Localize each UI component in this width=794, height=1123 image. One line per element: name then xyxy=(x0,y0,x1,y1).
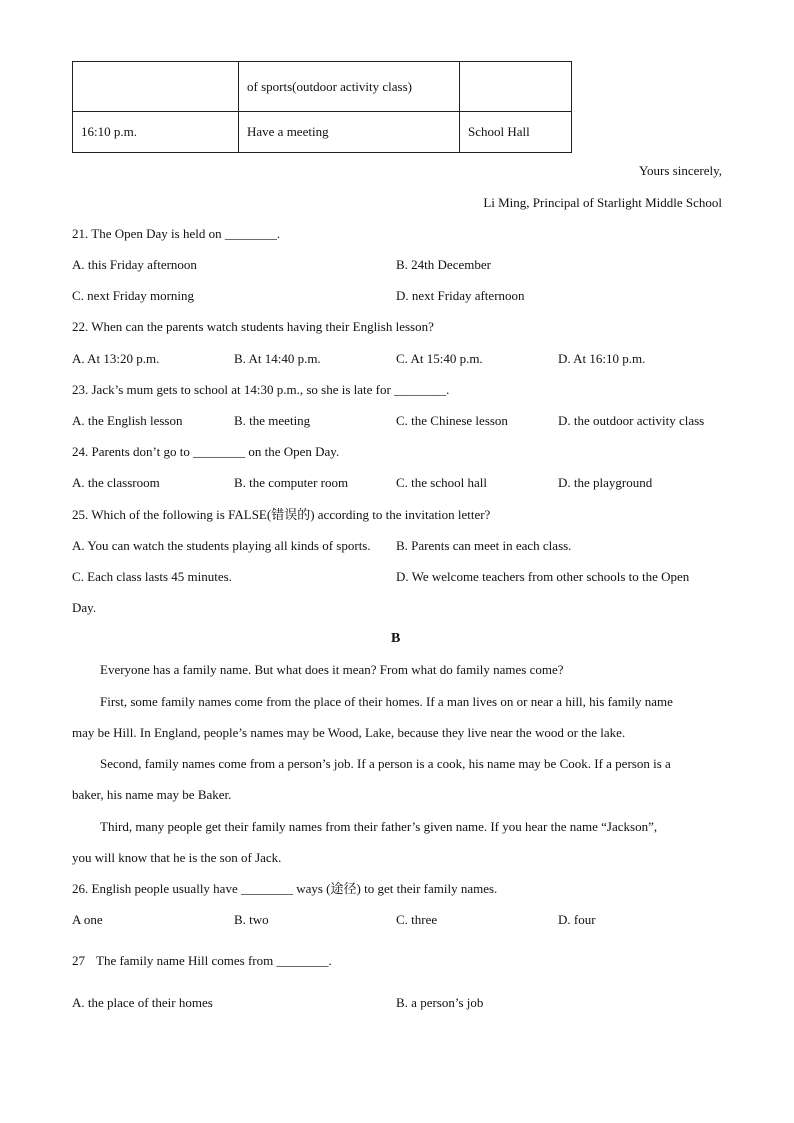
table-row xyxy=(73,112,572,153)
table-row xyxy=(73,62,572,112)
option-26-d: D. four xyxy=(558,912,596,927)
passage-paragraph: baker, his name may be Baker. xyxy=(72,787,232,802)
table-cell xyxy=(73,62,239,112)
option-23-a: A. the English lesson xyxy=(72,413,183,428)
passage-paragraph: Everyone has a family name. But what does it mean? From what do family names come? xyxy=(100,662,564,677)
schedule-table xyxy=(72,61,572,153)
question-27-number: 27 xyxy=(72,953,85,968)
option-21-a: A. this Friday afternoon xyxy=(72,257,197,272)
option-26-b: B. two xyxy=(234,912,269,927)
passage-paragraph: you will know that he is the son of Jack. xyxy=(72,850,282,865)
option-25-d: D. We welcome teachers from other schools to the Open xyxy=(396,569,690,584)
section-heading: B xyxy=(391,631,401,646)
option-23-c: C. the Chinese lesson xyxy=(396,413,508,428)
passage-paragraph: First, some family names come from the place of their homes. If a man lives on or near a hill, his family name xyxy=(100,694,673,709)
option-25-d-continued: Day. xyxy=(72,600,97,615)
option-24-d: D. the playground xyxy=(558,475,653,490)
option-24-c: C. the school hall xyxy=(396,475,487,490)
option-26-c: C. three xyxy=(396,912,438,927)
option-21-c: C. next Friday morning xyxy=(72,288,195,303)
option-22-c: C. At 15:40 p.m. xyxy=(396,351,483,366)
letter-signature: Li Ming, Principal of Starlight Middle School xyxy=(483,195,722,210)
option-27-b: B. a person’s job xyxy=(396,995,484,1010)
question-23-stem: 23. Jack’s mum gets to school at 14:30 p.m., so she is late for ________. xyxy=(72,382,450,397)
option-26-a: A one xyxy=(72,912,103,927)
passage-paragraph: Second, family names come from a person’s job. If a person is a cook, his name may be Cook. If a person is a xyxy=(100,756,671,771)
option-25-a: A. You can watch the students playing all kinds of sports. xyxy=(72,538,371,553)
option-22-d: D. At 16:10 p.m. xyxy=(558,351,646,366)
option-23-b: B. the meeting xyxy=(234,413,311,428)
letter-closing: Yours sincerely, xyxy=(638,163,722,178)
option-27-a: A. the place of their homes xyxy=(72,995,213,1010)
table-cell: Have a meeting xyxy=(239,112,460,153)
passage-paragraph: may be Hill. In England, people’s names may be Wood, Lake, because they live near the wood or the lake. xyxy=(72,725,626,740)
option-23-d: D. the outdoor activity class xyxy=(558,413,705,428)
option-22-b: B. At 14:40 p.m. xyxy=(234,351,321,366)
table-cell: School Hall xyxy=(460,112,572,153)
option-25-b: B. Parents can meet in each class. xyxy=(396,538,572,553)
question-27-stem: The family name Hill comes from ________. xyxy=(96,953,332,968)
question-22-stem: 22. When can the parents watch students having their English lesson? xyxy=(72,319,434,334)
option-24-b: B. the computer room xyxy=(234,475,349,490)
option-25-c: C. Each class lasts 45 minutes. xyxy=(72,569,232,584)
table-cell xyxy=(460,62,572,112)
passage-paragraph: Third, many people get their family names from their father’s given name. If you hear the name “Jackson”, xyxy=(100,819,658,834)
option-21-d: D. next Friday afternoon xyxy=(396,288,525,303)
option-24-a: A. the classroom xyxy=(72,475,160,490)
question-21-stem: 21. The Open Day is held on ________. xyxy=(72,226,281,241)
option-21-b: B. 24th December xyxy=(396,257,491,272)
question-24-stem: 24. Parents don’t go to ________ on the Open Day. xyxy=(72,444,340,459)
question-26-stem: 26. English people usually have ________ ways (途径) to get their family names. xyxy=(72,881,498,896)
option-22-a: A. At 13:20 p.m. xyxy=(72,351,160,366)
table-cell: 16:10 p.m. xyxy=(73,112,239,153)
question-25-stem: 25. Which of the following is FALSE(错误的) according to the invitation letter? xyxy=(72,507,491,522)
table-cell: of sports(outdoor activity class) xyxy=(239,62,460,112)
